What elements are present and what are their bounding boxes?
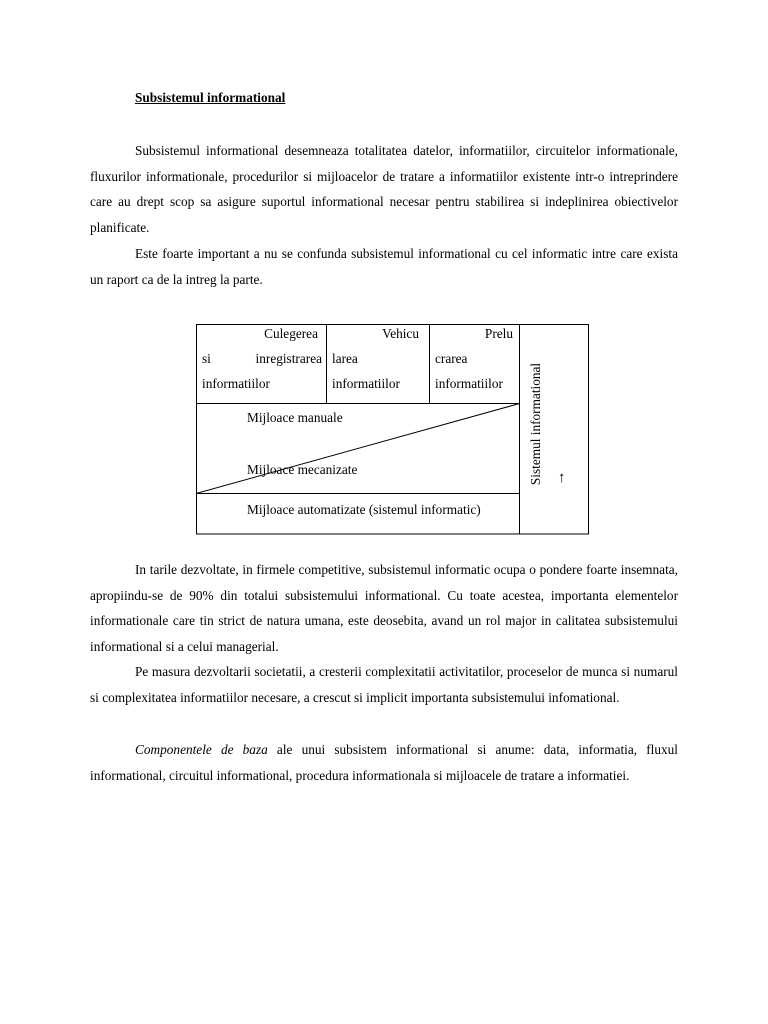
column-label-line2b: inregistrarea [255,351,322,366]
column-label-line1: Vehicu [382,326,419,341]
paragraph-emphasis: Componentele de baza [135,742,268,757]
paragraph-text: Este foarte important a nu se confunda subsistemul informational cu cel informatic intre care exista un raport ca de la intreg la parte. [90,246,678,287]
column-collection [196,324,326,402]
paragraph-components [90,737,678,788]
information-system-diagram [196,324,589,535]
column-label-line1: Culegerea [264,326,318,341]
column-label-line3: informatiilor [332,376,400,391]
column-label-line1: Prelu [484,326,513,341]
column-label-line2: crarea [435,351,468,366]
column-processing [429,324,519,402]
paragraph-text: In tarile dezvoltate, in firmele competitive, subsistemul informatic ocupa o pondere foarte insemnata, apropiindu-se de 90% din totalui subsistemului informational. Cu toate acestea, importanta elementelor informationale care tin strict de natura umana, este deosebita, avand un rol major in calitatea subsistemului informational si a celui managerial. [90,562,678,654]
paragraph-distinction [90,241,678,292]
column-label-line3: informatiilor [202,376,270,391]
paragraph-definition [90,138,678,240]
column-label-line2: larea [332,351,358,366]
arrow-up-icon: ↑ [558,470,566,486]
section-title: Subsistemul informational [135,90,286,105]
side-label-container [526,354,546,494]
column-transmission [326,324,429,402]
paragraph-text: Pe masura dezvoltarii societatii, a cresterii complexitatii activitatilor, proceselor de munca si numarul si complexitatea informatiilor necesare, a crescut si implicit importanta subsistemului infomational. [90,664,678,705]
row-label-manual: Mijloace manuale [247,410,343,425]
column-label-line3: informatiilor [435,376,503,391]
paragraph-developed-countries [90,557,678,659]
row-label-mechanized: Mijloace mecanizate [247,462,358,477]
column-label-line2a: si [202,351,211,366]
paragraph-society-development [90,659,678,710]
row-label-automated: Mijloace automatizate (sistemul informatic) [247,502,481,517]
side-label: Sistemul informational [528,362,543,486]
paragraph-text: ale unui subsistem informational si anume: data, informatia, fluxul informational, circuitul informational, procedura informationala si mijloacele de tratare a informatiei. [90,742,678,783]
paragraph-text: Subsistemul informational desemneaza totalitatea datelor, informatiilor, circuitelor informationale, fluxurilor informationale, procedurilor si mijloacelor de tratare a informatiilor existente intr-o intreprindere care au drept scop sa asigure suportul informational necesar pentru stabilirea si indeplinirea obiectivelor planificate. [90,143,678,235]
